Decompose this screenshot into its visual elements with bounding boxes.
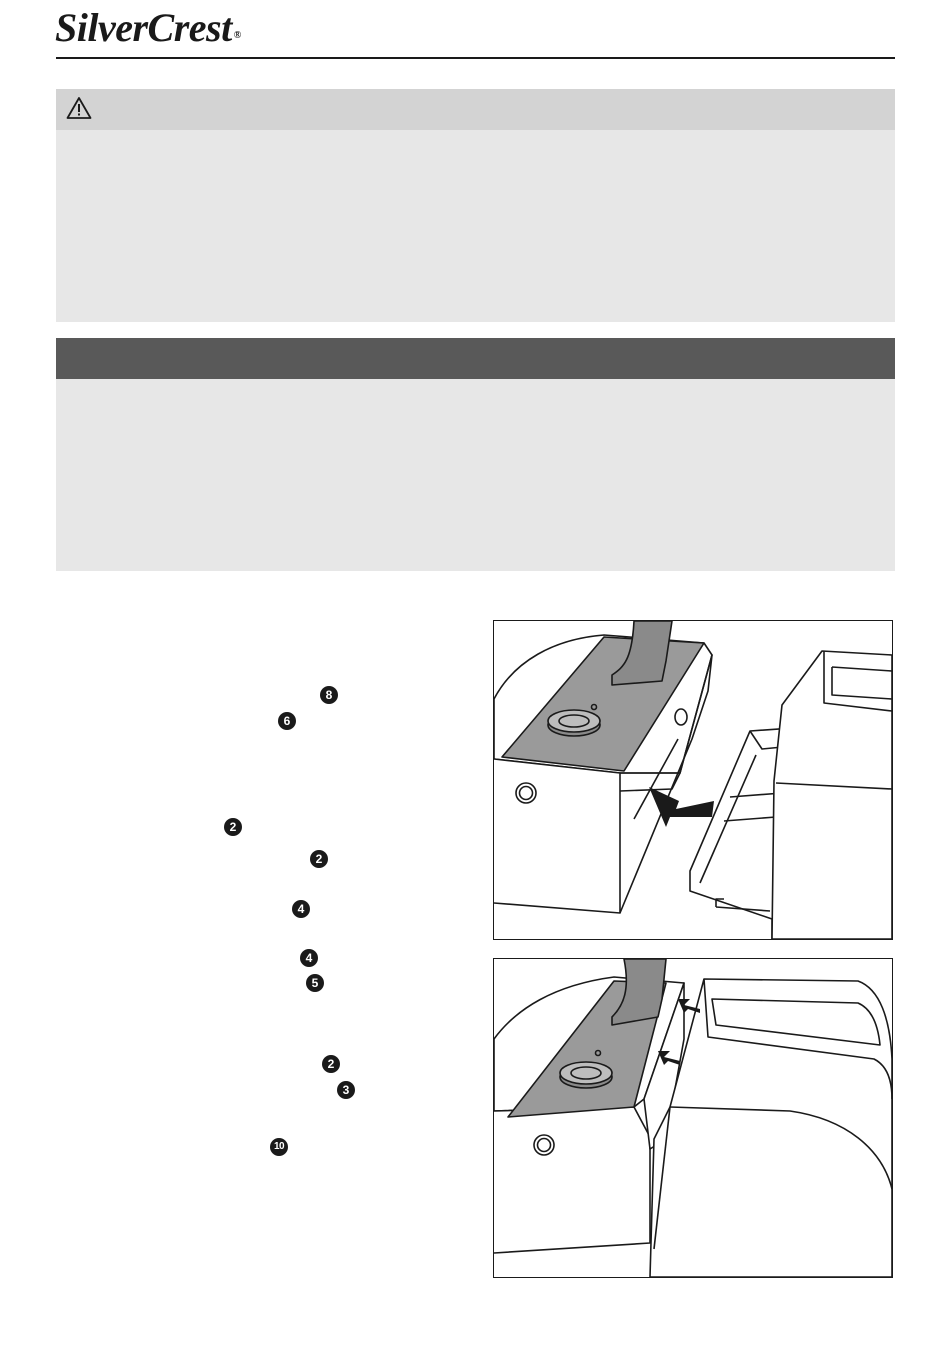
callout-marker: 4 [292,900,310,918]
callout-marker: 10 [270,1138,288,1156]
header-rule [56,57,895,59]
callout-marker: 2 [224,818,242,836]
warning-box-header [56,89,895,130]
callout-marker: 2 [322,1055,340,1073]
callout-marker: 6 [278,712,296,730]
callout-marker: 3 [337,1081,355,1099]
insert-drawer-illustration [494,621,892,939]
callout-marker: 8 [320,686,338,704]
brand-logo [55,6,241,50]
brand-name: SilverCrest [55,5,232,50]
warning-triangle-icon [66,96,92,120]
registered-mark: ® [233,30,241,41]
notice-box-header [56,338,895,379]
callout-marker: 4 [300,949,318,967]
drawer-locked-illustration [494,959,892,1277]
callout-marker: 2 [310,850,328,868]
warning-box [56,89,895,322]
callout-marker: 5 [306,974,324,992]
figure-drawer-locked [493,958,893,1278]
notice-box [56,338,895,571]
figure-insert-drawer [493,620,893,940]
